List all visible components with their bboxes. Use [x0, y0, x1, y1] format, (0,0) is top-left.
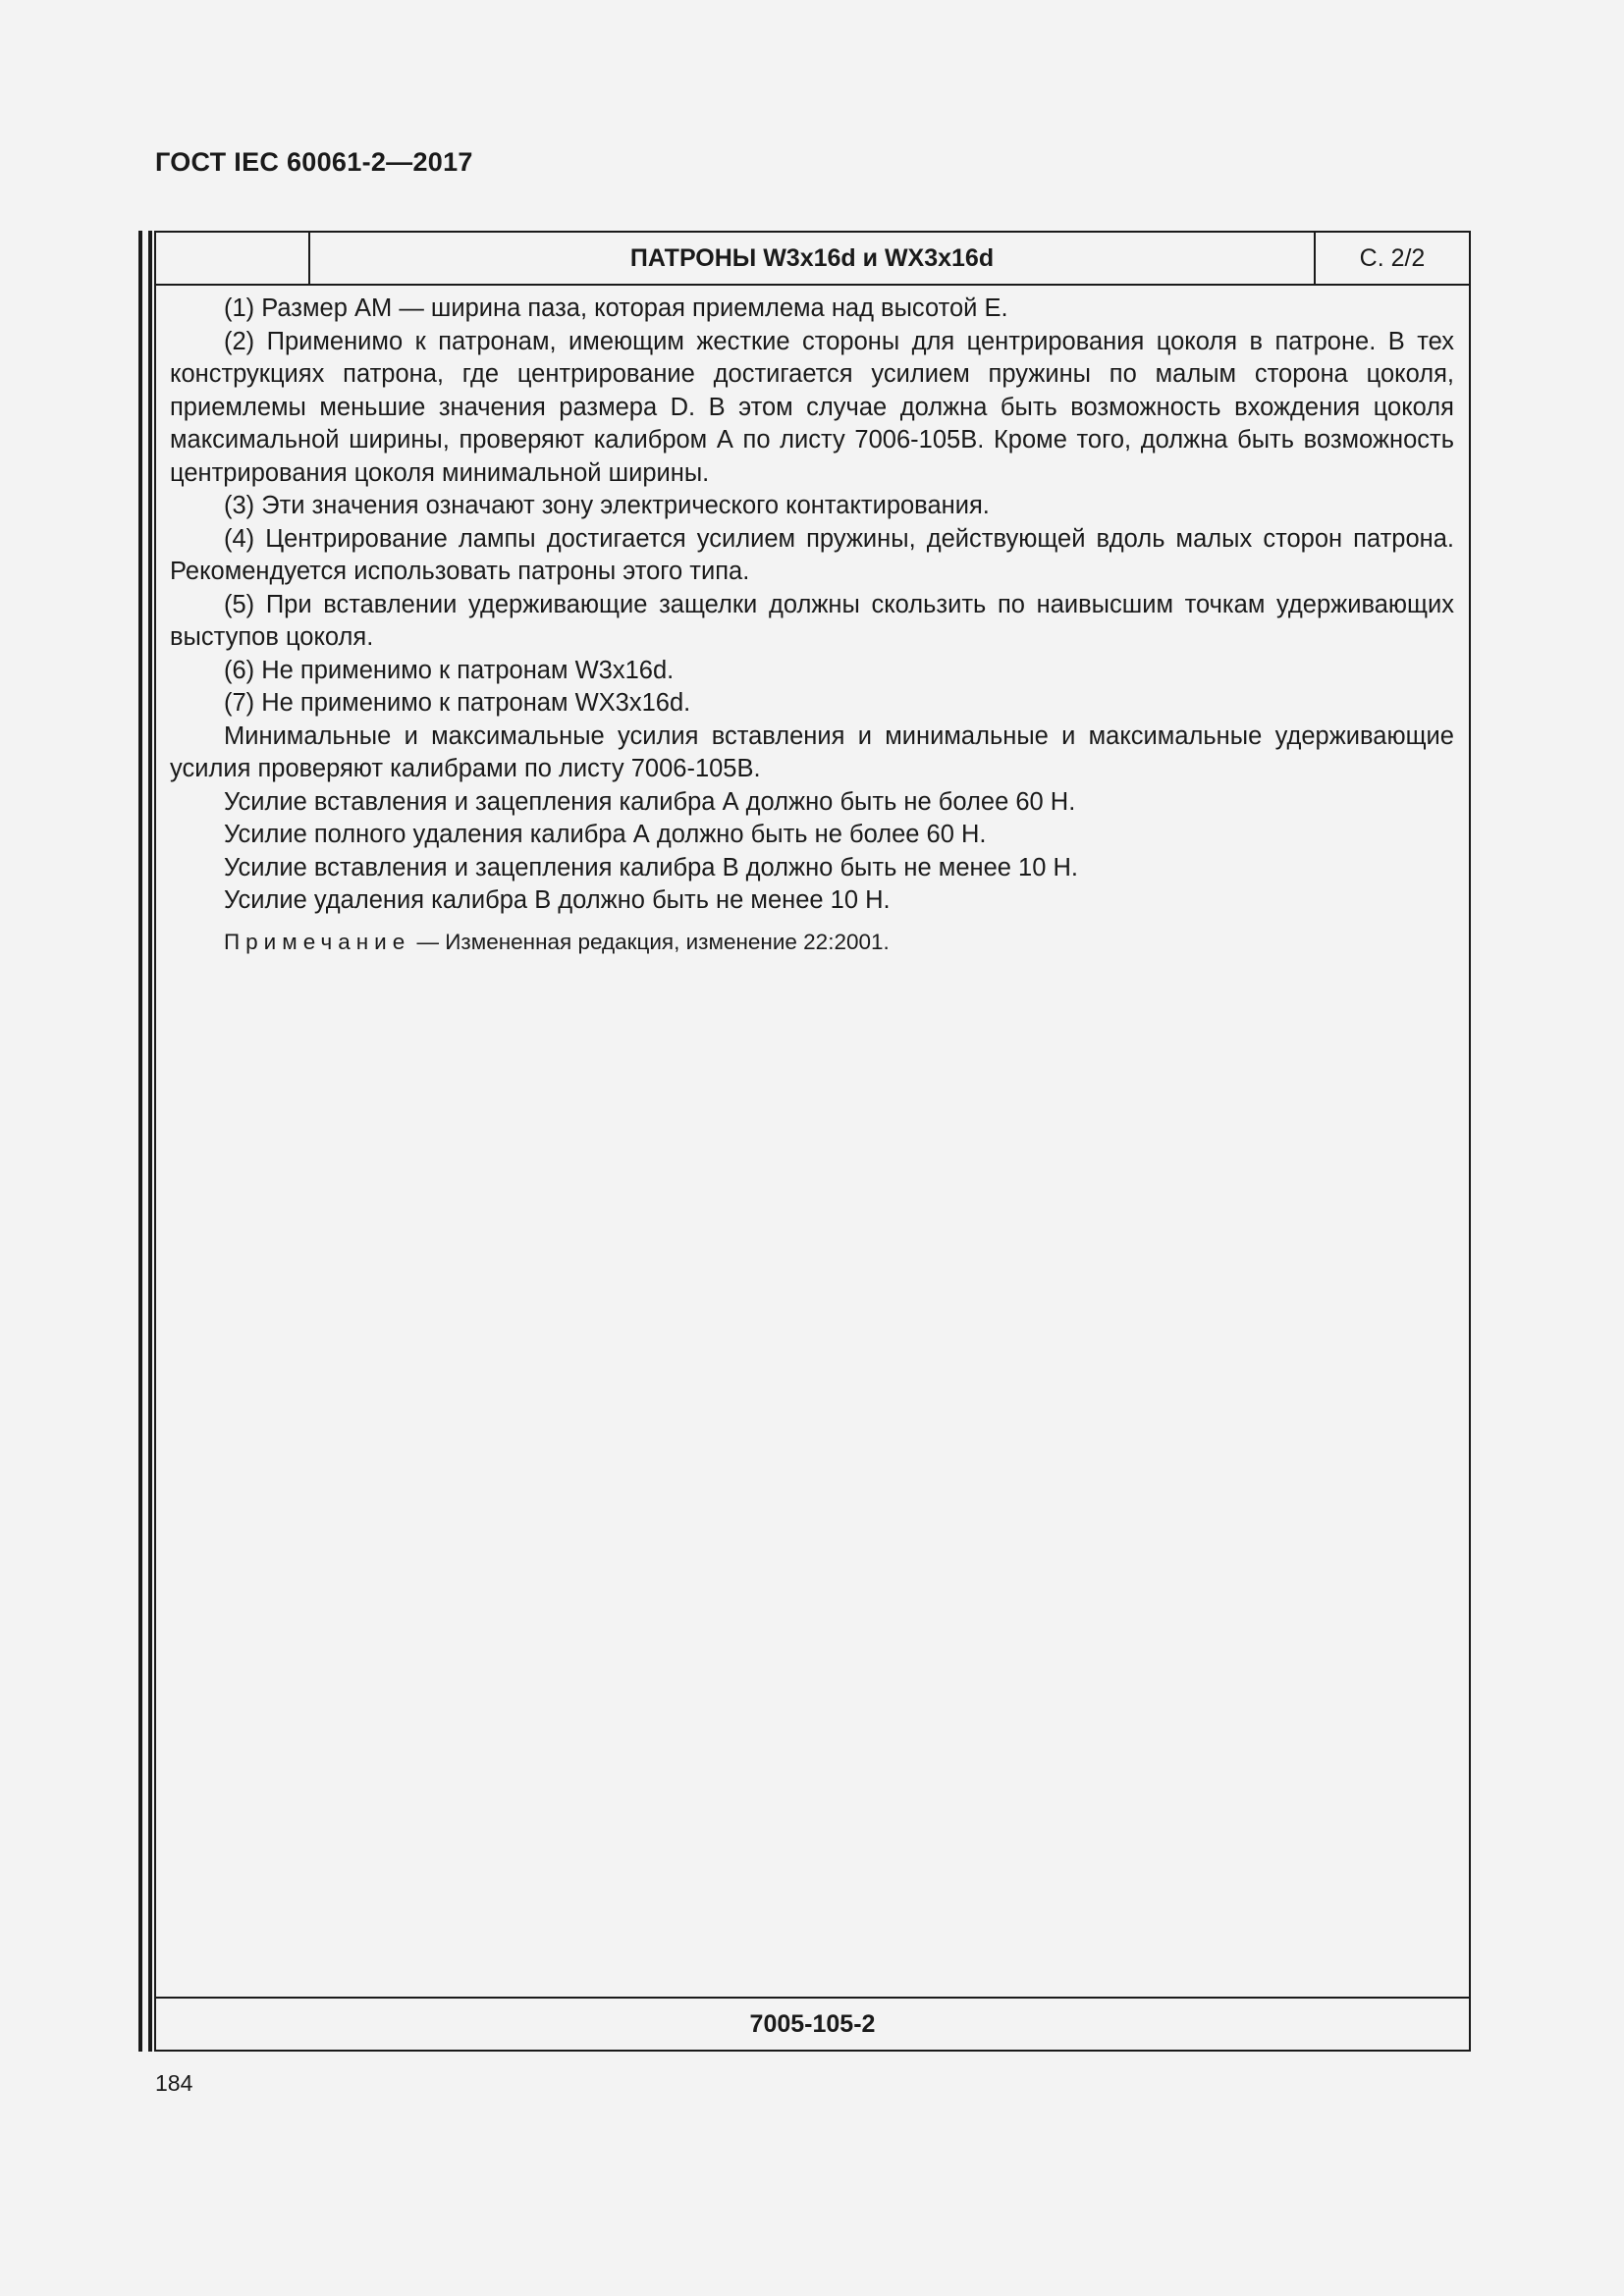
paragraph: (5) При вставлении удерживающие защелки должны скользить по наивысшим точкам удерживающих выступов цоколя. — [170, 590, 1454, 651]
paragraph: (7) Не применимо к патронам WX3x16d. — [224, 689, 691, 717]
sheet-code: 7005-105-2 — [156, 1997, 1469, 2050]
paragraph: (2) Применимо к патронам, имеющим жесткие стороны для центрирования цоколя в патроне. В тех конструкциях патрона, где центрирование достигается усилием пружины по малым сторона цоколя, приемлемы меньшие значения размера D. В этом случае должна быть возможность вхождения цоколя максимальной ширины, проверяют калибром А по листу 7006-105В. Кроме того, должна быть возможность центрирования цоколя минимальной ширины. — [170, 327, 1454, 487]
paragraph: Усилие вставления и зацепления калибра В должно быть не менее 10 Н. — [224, 853, 1078, 881]
sheet-page: С. 2/2 — [1359, 244, 1426, 272]
paragraph: (3) Эти значения означают зону электрического контактирования. — [224, 492, 990, 519]
sheet-frame — [154, 231, 1471, 2052]
paragraph: (1) Размер АМ — ширина паза, которая приемлема над высотой Е. — [224, 294, 1008, 322]
note-text: — Измененная редакция, изменение 22:2001. — [410, 929, 890, 954]
paragraph: Усилие удаления калибра В должно быть не менее 10 Н. — [224, 886, 891, 914]
paragraph: Минимальные и максимальные усилия вставления и минимальные и максимальные удерживающие усилия проверяют калибрами по листу 7006-105В. — [170, 721, 1454, 782]
sheet-content — [170, 293, 1454, 958]
title-empty-cell — [156, 233, 310, 284]
sheet-title: ПАТРОНЫ W3x16d и WX3x16d — [310, 233, 1316, 284]
paragraph: Усилие полного удаления калибра А должно быть не более 60 Н. — [224, 821, 987, 848]
note — [170, 926, 1454, 958]
note-label: Примечание — [224, 929, 411, 954]
page-number: 184 — [155, 2070, 193, 2096]
paragraph: (6) Не применимо к патронам W3x16d. — [224, 656, 675, 684]
paragraph: (4) Центрирование лампы достигается усилием пружины, действующей вдоль малых сторон патрона. Рекомендуется использовать патроны этого типа. — [170, 524, 1454, 585]
frame-side-bar — [138, 231, 152, 2052]
paragraph: Усилие вставления и зацепления калибра А должно быть не более 60 Н. — [224, 787, 1076, 816]
title-row — [156, 233, 1469, 286]
standard-header: ГОСТ IEC 60061-2—2017 — [155, 147, 473, 177]
